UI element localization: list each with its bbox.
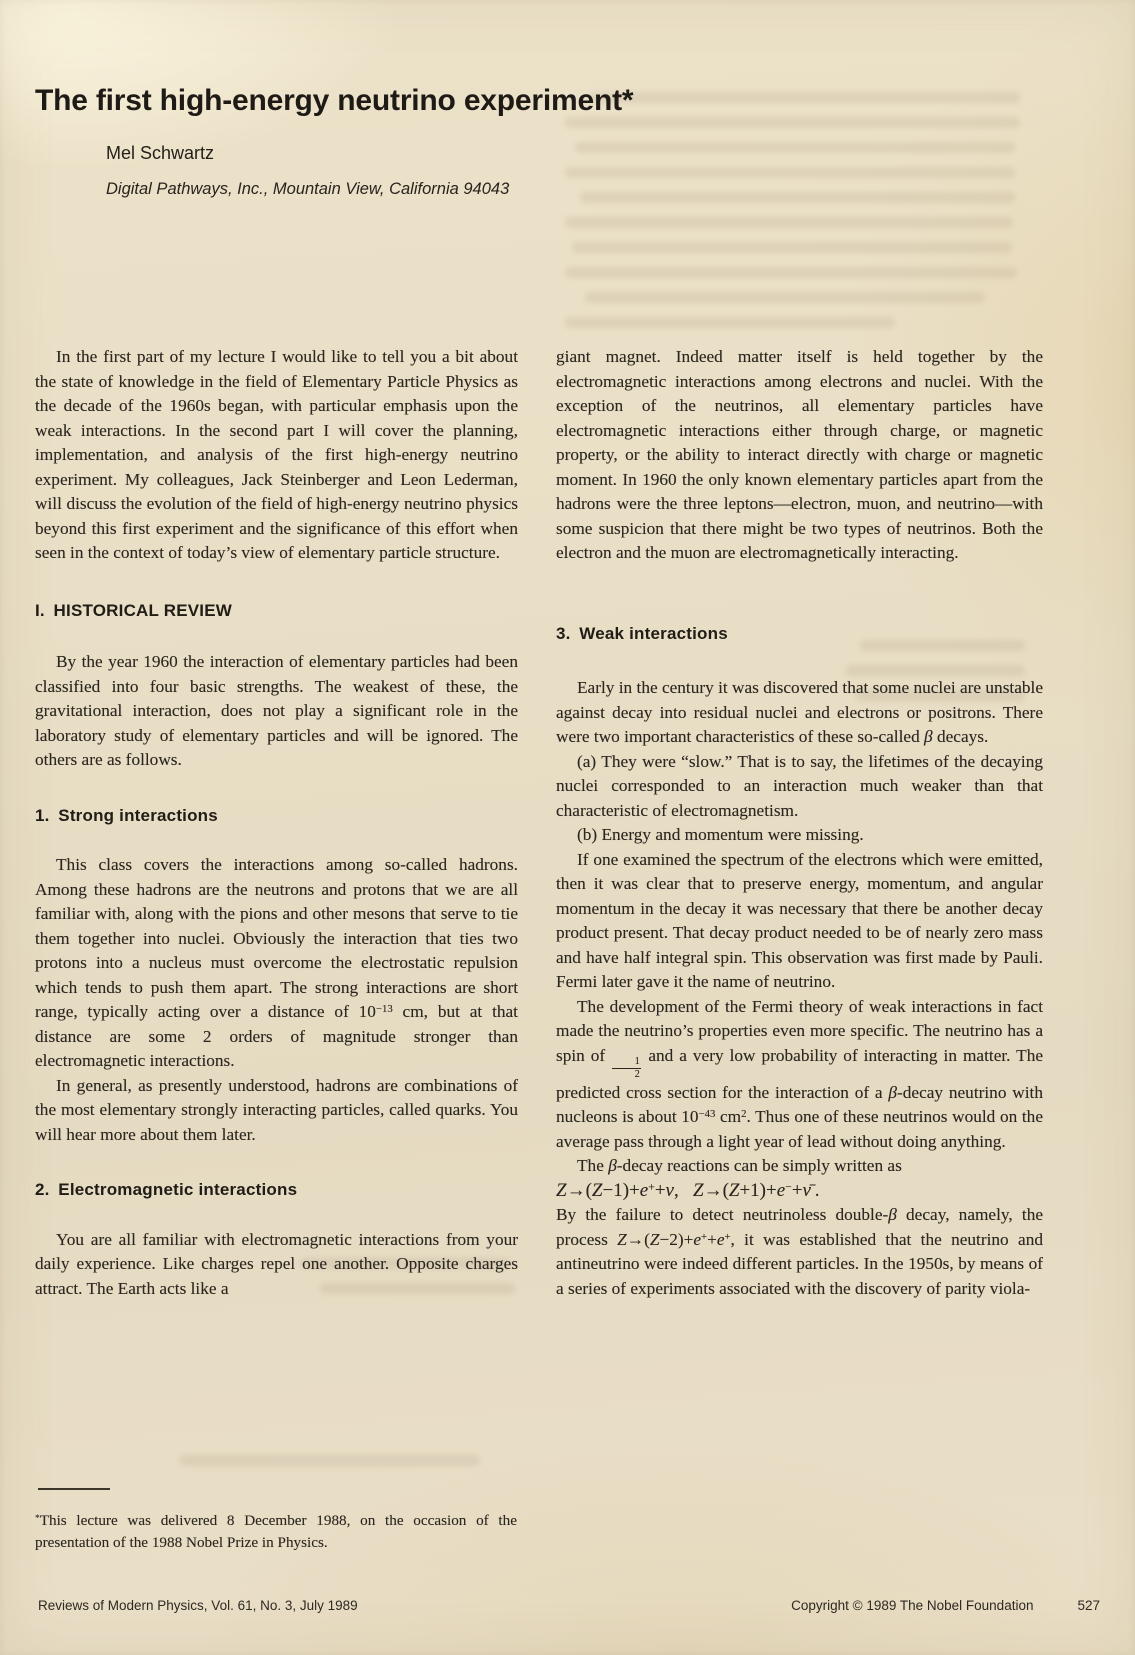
bleed-through-smudge [565, 167, 1015, 178]
paragraph: By the failure to detect neutrinoless double-β decay, namely, the process Z→(Z−2)+e++e+, it was established that the neutrino and antineutrino were indeed different particles. In the 1950s, by means of a series of experiments associated with the discovery of parity viola- [556, 1205, 1044, 1298]
paper-title: The first high-energy neutrino experiment* [35, 84, 634, 117]
right-column [556, 345, 1043, 1301]
bleed-through-smudge [565, 117, 1020, 128]
paragraph: The β-decay reactions can be simply written as [577, 1156, 902, 1176]
paragraph: (a) They were “slow.” That is to say, the lifetimes of the decaying nuclei corresponded to an interaction much weaker than that characteristic of electromagnetism. [556, 751, 1043, 820]
bleed-through-smudge [575, 142, 1015, 153]
paragraph: You are all familiar with electromagnetic interactions from your daily experience. Like charges repel one another. Opposite charges attract. The Earth acts like a [35, 1229, 518, 1298]
paragraph: (b) Energy and momentum were missing. [577, 825, 864, 844]
paragraph: giant magnet. Indeed matter itself is held together by the electromagnetic interactions among electrons and nuclei. With the exception of the neutrinos, all elementary particles have electromagnetic interactions either through charge, or magnetic property, or the ability to interact directly with charge or magnetic moment. In 1960 the only known elementary particles apart from the hadrons were the three leptons—electron, muon, and neutrino—with some suspicion that there might be two types of neutrinos. Both the electron and the muon are electromagnetically interacting. [556, 347, 1043, 562]
page-footer [38, 1598, 1100, 1613]
paragraph: In the first part of my lecture I would like to tell you a bit about the state of knowledge in the field of Elementary Particle Physics as the decade of the 1960s began, with particular emphasis upon the weak interactions. In the second part I will cover the planning, implementation, and analysis of the first high-energy neutrino experiment. My colleagues, Jack Steinberger and Leon Lederman, will discuss the evolution of the field of high-energy neutrino physics beyond this first experiment and the significance of this effort when seen in the context of today’s view of elementary particle structure. [35, 347, 518, 562]
bleed-through-smudge [565, 267, 1017, 278]
bleed-through-smudge [565, 217, 1013, 228]
paragraph: In general, as presently understood, hadrons are combinations of the most elementary strongly interacting particles, called quarks. You will hear more about them later. [35, 1075, 518, 1144]
bleed-through-smudge [180, 1455, 480, 1466]
section-heading-strong-interactions: 1. Strong interactions [35, 805, 218, 825]
bleed-through-smudge [565, 317, 895, 328]
journal-volume-line: Reviews of Modern Physics, Vol. 61, No. 3, July 1989 [38, 1598, 358, 1613]
section-heading-weak-interactions: 3. Weak interactions [556, 623, 728, 643]
footnote: *This lecture was delivered 8 December 1988, on the occasion of the presentation of the 1988 Nobel Prize in Physics. [35, 1512, 517, 1551]
bleed-through-smudge [580, 192, 1015, 203]
paragraph: If one examined the spectrum of the electrons which were emitted, then it was clear that to preserve energy, momentum, and angular momentum in the decay it was necessary that there be another decay product present. That decay product needed to be of nearly zero mass and have half integral spin. This observation was first made by Pauli. Fermi later gave it the name of neutrino. [556, 849, 1043, 991]
bleed-through-smudge [572, 242, 1012, 253]
page-number: 527 [1077, 1598, 1100, 1613]
bleed-through-smudge [585, 292, 985, 303]
author-name: Mel Schwartz [106, 143, 215, 163]
copyright-line: Copyright © 1989 The Nobel Foundation [791, 1598, 1034, 1613]
paragraph: The development of the Fermi theory of weak interactions in fact made the neutrino’s properties even more specific. The neutrino has a spin of $\frac{1}{2}$ and a very low probability of interacting in matter. The predicted cross section for the interaction of a β-decay neutrino with nucleons is about $10^{-43}$ $cm^2$. Thus one of these neutrinos would on the average pass through a light year of lead without doing anything. [556, 996, 1044, 1151]
paragraph: This class covers the interactions among so-called hadrons. Among these hadrons are the neutrons and protons that we are all familiar with, along with the pions and other mesons that serve to tie them together into nuclei. Obviously the interaction that ties two protons into a nucleus must overcome the electrostatic repulsion which tends to push them apart. The strong interactions are short range, typically acting over a distance of $10^{-13}$ cm, but at that distance are some 2 orders of magnitude stronger than electromagnetic interactions. [35, 855, 518, 1070]
author-affiliation: Digital Pathways, Inc., Mountain View, California 94043 [106, 180, 510, 198]
section-heading-historical-review: I. HISTORICAL REVIEW [35, 600, 233, 620]
copyright-block [791, 1598, 1100, 1613]
left-column [35, 345, 518, 1301]
paragraph: By the year 1960 the interaction of elementary particles had been classified into four basic strengths. The weakest of these, the gravitational interaction, does not play a significant role in the laboratory study of elementary particles and will be ignored. The others are as follows. [35, 652, 518, 769]
beta-decay-equation: Z→(Z−1)+e++ν, Z→(Z+1)+e−+ν̄ . [556, 1179, 820, 1201]
section-heading-electromagnetic-interactions: 2. Electromagnetic interactions [35, 1180, 298, 1199]
paragraph: Early in the century it was discovered that some nuclei are unstable against decay into residual nuclei and electrons or positrons. There were two important characteristics of these so-called β decays. [556, 678, 1043, 746]
footnote-rule [38, 1488, 110, 1490]
